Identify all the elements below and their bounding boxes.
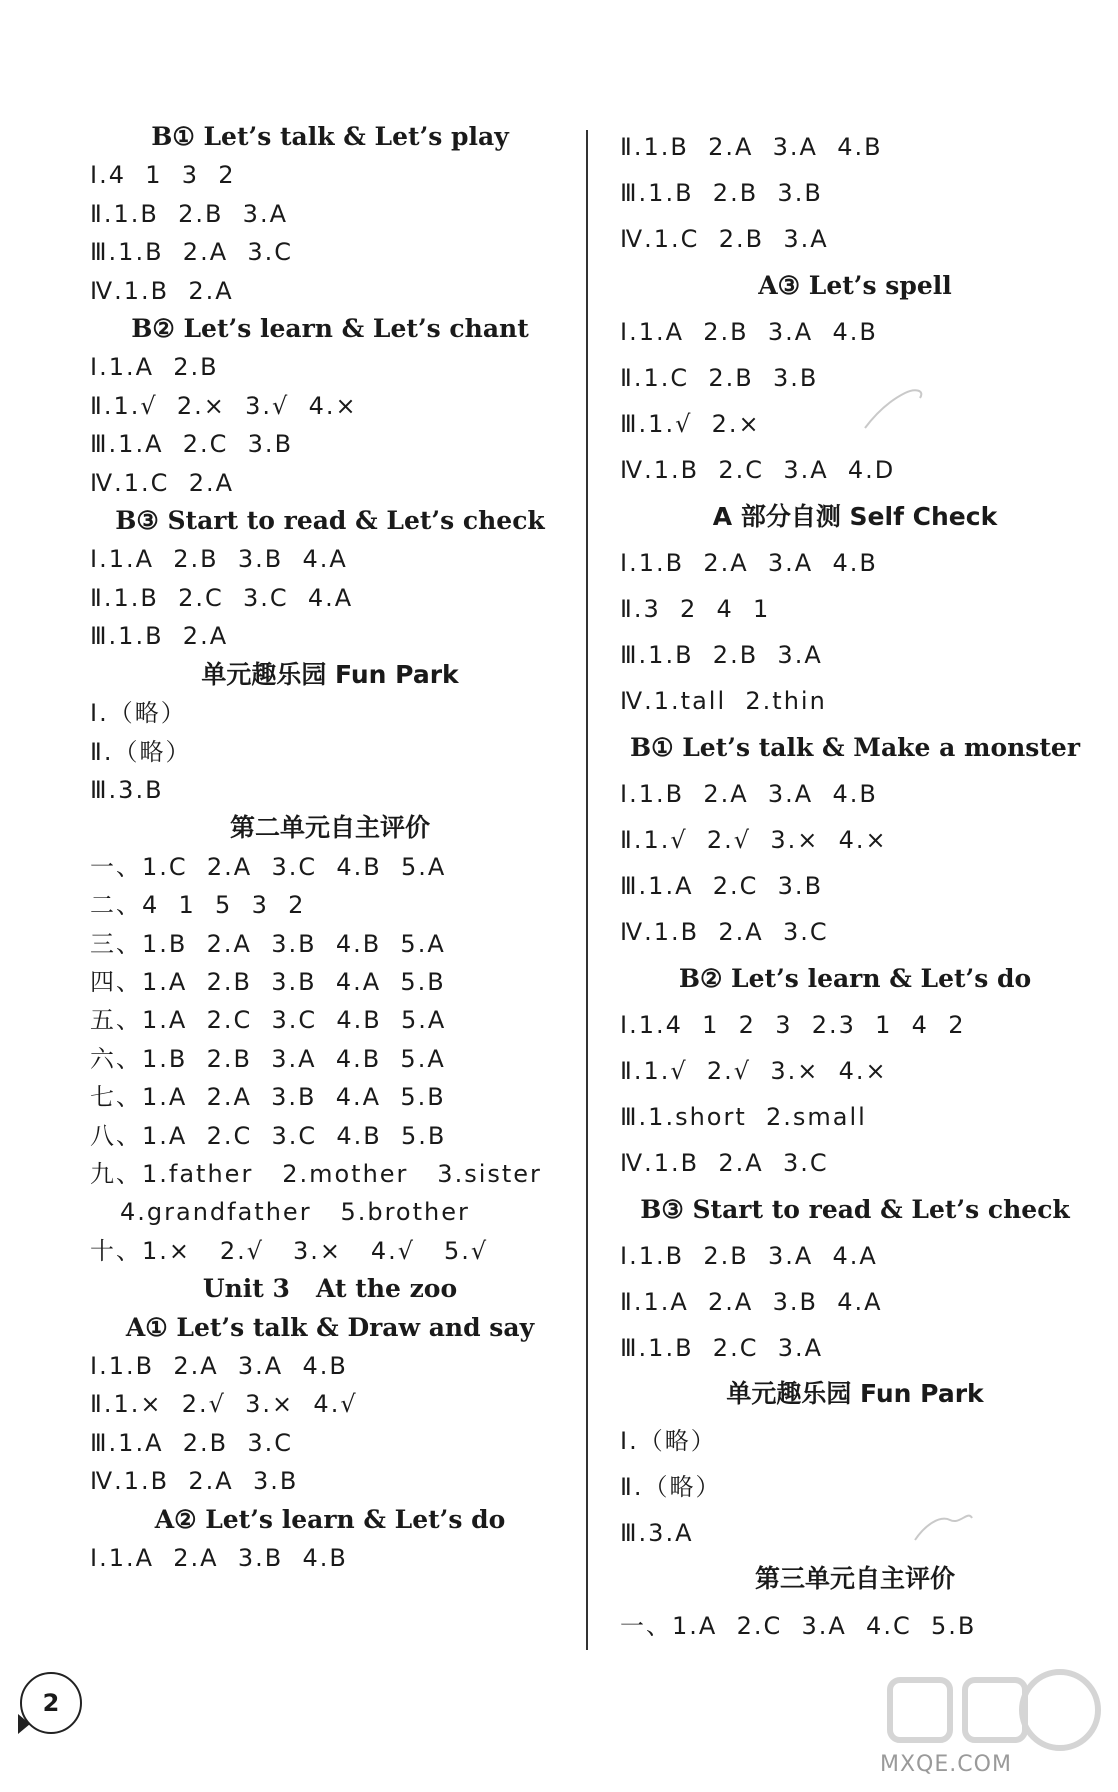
answer-line: Ⅱ.3 2 4 1 [620,595,771,624]
pencil-scribble-icon [910,1500,980,1550]
answer-line: Ⅱ.1.B 2.C 3.C 4.A [90,583,354,612]
answer-line: Ⅱ.（略） [90,737,192,766]
answer-line: Ⅰ.（略） [90,699,187,728]
answer-line: 九、1.father 2.mother 3.sister [90,1159,542,1188]
answer-line: 4.grandfather 5.brother [120,1198,470,1227]
answer-line: 五、1.A 2.C 3.C 4.B 5.A [90,1006,447,1035]
answer-line: Ⅳ.1.B 2.A 3.C [620,918,829,947]
answer-line: 八、1.A 2.C 3.C 4.B 5.B [90,1121,447,1150]
answer-line: Ⅲ.1.A 2.C 3.B [620,872,824,901]
answer-line: Ⅱ.（略） [620,1472,722,1501]
answer-line: Ⅳ.1.B 2.A 3.C [620,1149,829,1178]
section-heading: A② Let’s learn & Let’s do [154,1504,506,1534]
answer-line: Ⅱ.1.√ 2.× 3.√ 4.× [90,391,358,420]
section-heading: A③ Let’s spell [758,270,952,300]
answer-line: Ⅳ.1.B 2.A [90,276,234,305]
answer-line: 三、1.B 2.A 3.B 4.B 5.A [90,929,446,958]
section-heading: A 部分自测 Self Check [712,501,998,531]
answer-line: Ⅰ.4 1 3 2 [90,161,236,190]
answer-line: Ⅳ.1.B 2.A 3.B [90,1467,299,1496]
answer-line: Ⅰ.1.B 2.A 3.A 4.B [620,779,878,808]
answer-line: Ⅰ.1.B 2.B 3.A 4.A [620,1241,878,1270]
answer-line: 二、4 1 5 3 2 [90,891,306,920]
answer-line: Ⅰ.1.A 2.B [90,353,219,382]
answer-line: Ⅳ.1.C 2.A [90,468,235,497]
answer-line: Ⅱ.1.× 2.√ 3.× 4.√ [90,1390,358,1419]
answer-line: 四、1.A 2.B 3.B 4.A 5.B [90,967,446,996]
section-heading: B① Let’s talk & Make a monster [629,732,1080,762]
answer-line: Ⅱ.1.√ 2.√ 3.× 4.× [620,1057,888,1086]
answer-line: Ⅲ.1.A 2.C 3.B [90,430,294,459]
answer-line: Ⅱ.1.B 2.A 3.A 4.B [620,133,883,161]
answer-line: Ⅳ.1.C 2.B 3.A [620,225,829,254]
left-column [90,118,570,1577]
section-heading: 第二单元自主评价 [229,813,430,843]
answer-line: Ⅲ.1.B 2.B 3.A [620,641,823,670]
answer-line: Ⅱ.1.A 2.A 3.B 4.A [620,1288,883,1317]
answer-line: Ⅰ.1.A 2.B 3.A 4.B [620,317,878,346]
watermark-text: MXQE.COM [880,1752,1012,1777]
pencil-scribble-icon [860,378,930,438]
answer-line: Ⅲ.1.short 2.small [620,1103,867,1132]
answer-line: Ⅰ.1.A 2.B 3.B 4.A [90,545,348,574]
page-number-badge [20,1672,82,1734]
section-heading: Unit 3 At the zoo [202,1274,458,1304]
answer-line: 一、1.C 2.A 3.C 4.B 5.A [90,852,447,881]
section-heading: B③ Start to read & Let’s check [640,1194,1070,1224]
answer-line: Ⅰ.1.A 2.A 3.B 4.B [90,1544,348,1573]
section-heading: 单元趣乐园 Fun Park [726,1379,984,1409]
answer-line: 十、1.× 2.√ 3.× 4.√ 5.√ [90,1236,489,1265]
answer-line: 一、1.A 2.C 3.A 4.C 5.B [620,1611,977,1640]
section-heading: A① Let’s talk & Draw and say [125,1312,535,1342]
answer-line: Ⅲ.1.B 2.A 3.C [90,238,294,267]
answer-line: Ⅲ.1.B 2.B 3.B [620,179,823,208]
answer-line: Ⅰ.1.B 2.A 3.A 4.B [90,1352,348,1380]
right-column [620,124,1090,1649]
answer-line: Ⅲ.3.A [620,1519,694,1548]
answer-line: 六、1.B 2.B 3.A 4.B 5.A [90,1044,446,1073]
answer-line: Ⅲ.1.B 2.A [90,622,229,651]
answer-line: Ⅰ.（略） [620,1426,717,1455]
answer-line: Ⅰ.1.4 1 2 3 2.3 1 4 2 [620,1010,966,1039]
answer-line: Ⅱ.1.√ 2.√ 3.× 4.× [620,826,888,855]
answer-line: Ⅱ.1.C 2.B 3.B [620,364,819,393]
answer-line: Ⅱ.1.B 2.B 3.A [90,199,288,228]
section-heading: 单元趣乐园 Fun Park [201,659,459,689]
answer-line: Ⅲ.1.B 2.C 3.A [620,1334,824,1363]
page-number: 2 [42,1689,60,1717]
answer-line: Ⅲ.1.A 2.B 3.C [90,1428,294,1457]
answer-line: Ⅳ.1.tall 2.thin [620,687,827,716]
section-heading: 第三单元自主评价 [754,1564,955,1594]
answer-line: 七、1.A 2.A 3.B 4.A 5.B [90,1083,446,1112]
answer-line: Ⅰ.1.B 2.A 3.A 4.B [620,548,878,577]
answer-line: Ⅲ.1.√ 2.× [620,410,761,439]
answer-line: Ⅳ.1.B 2.C 3.A 4.D [620,456,896,485]
section-heading: B① Let’s talk & Let’s play [151,122,509,151]
section-heading: B② Let’s learn & Let’s do [678,963,1032,993]
column-divider [586,130,588,1650]
section-heading: B② Let’s learn & Let’s chant [131,314,529,344]
answer-line: Ⅲ.3.B [90,775,164,804]
section-heading: B③ Start to read & Let’s check [115,506,545,536]
